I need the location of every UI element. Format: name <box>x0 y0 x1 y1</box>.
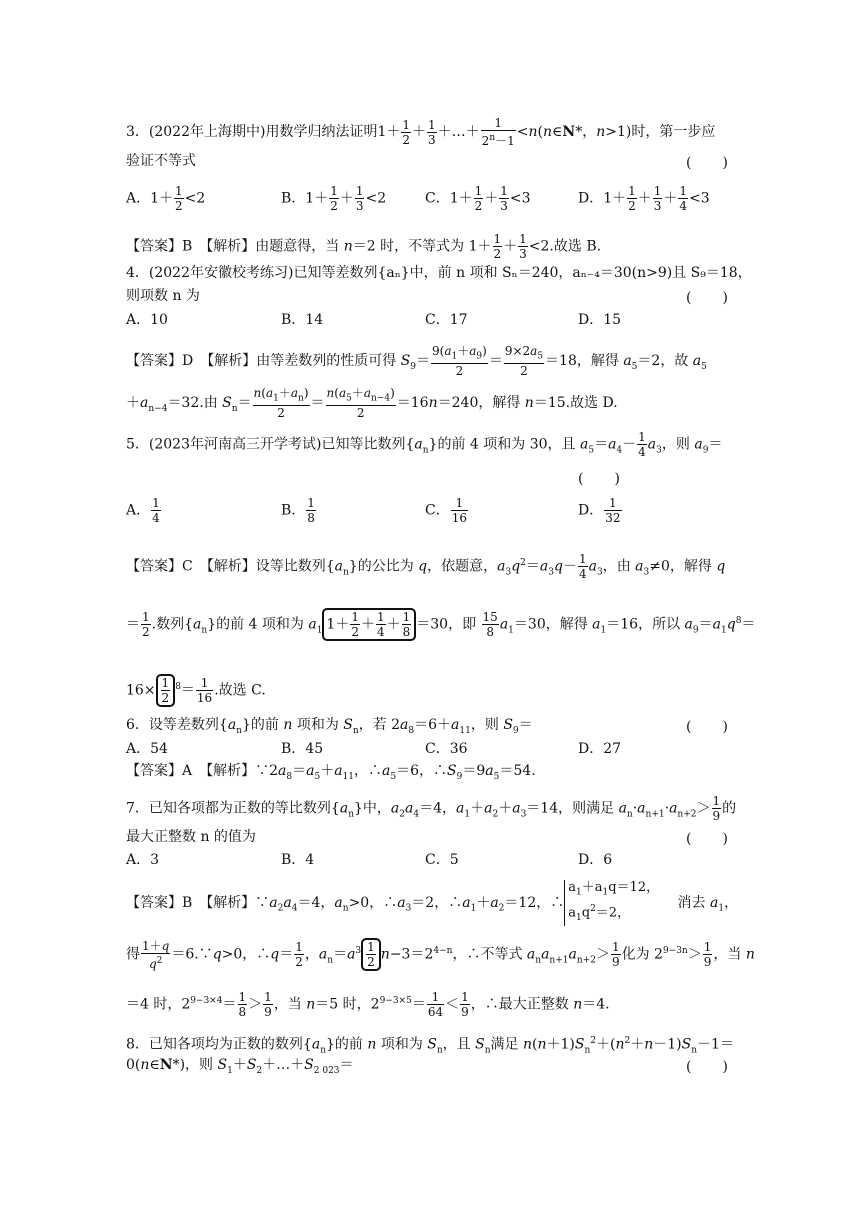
q7-answer-line1: 【答案】B 【解析】$\because a_2a_4=4$，$a_n>0$，$\therefore a_3=2$，$\therefore a_1+a_2=12$，$\therefore a_1+a_1q=12$， $a_1q^2=2$， 消去 $a_1$， <box>126 880 738 926</box>
q3-option-b[interactable]: B．1＋ $\frac{1}{2}$ ＋ $\frac{1}{3}$ <2 <box>281 184 387 213</box>
q6-option-b[interactable]: B．45 <box>281 741 324 757</box>
q5-option-a[interactable]: A． $\frac{1}{4}$ <box>126 496 160 525</box>
q7-option-c[interactable]: C．5 <box>425 852 459 868</box>
q5-option-b[interactable]: B． $\frac{1}{8}$ <box>281 496 315 525</box>
q6-option-c[interactable]: C．36 <box>425 741 468 757</box>
q8-stem-line1: 8．已知各项均为正数的数列$\{a_n\}$的前 n 项和为 $S_n$，且 $S_n$满足 $n(n+1)S_n^2+(n^2+n-1)S_n-1=$ <box>126 1036 734 1056</box>
q5-answer-line2: ＝ $\frac{1}{2}$ .数列$\{a_n\}$的前 4 项和为 $a_1$ 1＋ $\frac{1}{2}$ ＋ $\frac{1}{4}$ ＋ $\frac{1}{8}$ ＝30，即 $\frac{15}{8}$ $a_1=30$，解得 $a_1=16$，所以 $a_9=a_1q^8=$ <box>126 610 756 639</box>
q7-stem-line1: 7．已知各项都为正数的等比数列$\{a_n\}$中，$a_2a_4=4$，$a_1+a_2+a_3=14$，则满足 $a_n\cdot a_{n+1}\cdot a_{n+2}>$ $\frac{1}{9}$ 的 <box>126 794 737 823</box>
q7-option-a[interactable]: A．3 <box>126 852 160 868</box>
q5-stem: 5．(2023年河南高三开学考试)已知等比数列$\{a_n\}$的前 4 项和为 30，且 $a_5=a_4-$ $\frac{1}{4}$ $a_3$，则 $a_9=$ <box>126 430 723 459</box>
q8-stem-line2: 0(n∈N*)，则 $S_1+S_2+\dots+S_{2 023}=$ <box>126 1057 354 1076</box>
q3-option-c[interactable]: C．1＋ $\frac{1}{2}$ ＋ $\frac{1}{3}$ <3 <box>425 184 531 213</box>
q7-answer-line3: ＝4 时，$2^{9-3\times 4}=$ $\frac{1}{8}$ ＞ $\frac{1}{9}$ ，当 n＝5 时，$2^{9-3\times 5}=$ $\frac{1}{64}$ ＜ $\frac{1}{9}$ ，∴最大正整数 n＝4. <box>126 990 610 1019</box>
q5-answer-blank: ( ) <box>578 471 621 487</box>
q3-answer-blank: ( ) <box>686 155 729 171</box>
q4-answer-line2: $+a_{n-4}=32$.由 $S_n=$ $\frac{n(a_1+a_n)}{2}$ ＝ $\frac{n(a_5+a_{n-4})}{2}$ ＝16n＝240，解得 n＝15.故选 D. <box>126 386 618 421</box>
q4-answer-line1: 【答案】D 【解析】由等差数列的性质可得 $S_9=$ $\frac{9(a_1+a_9)}{2}$ ＝ $\frac{9\times 2a_5}{2}$ ＝18，解得 $a_5=2$，故 $a_5$ <box>126 344 707 379</box>
q4-option-c[interactable]: C．17 <box>425 312 468 328</box>
q6-option-a[interactable]: A．54 <box>126 741 168 757</box>
q3-stem-line1: 3．(2022年上海期中)用数学归纳法证明1＋ $\frac{1}{2}$ ＋ $\frac{1}{3}$ ＋…＋ $\frac{1}{2^n-1}$ <n(n∈N*，n>1)时，第一步应 <box>126 116 716 148</box>
q6-stem: 6．设等差数列$\{a_n\}$的前 n 项和为 $S_n$，若 $2a_8=6+a_{11}$，则 $S_9=$ <box>126 717 533 736</box>
q4-answer-blank: ( ) <box>686 290 729 306</box>
q6-option-d[interactable]: D．27 <box>578 741 622 757</box>
q6-answer: 【答案】A 【解析】$\because 2a_8=a_5+a_{11}$，$\therefore a_5=6$，$\therefore S_9=9a_5=54$. <box>126 763 536 782</box>
q7-answer-line2: 得 $\frac{1+q}{q^2}$ ＝6.∵q>0，∴q＝ $\frac{1}{2}$ ，$a_n=a^3$ $\frac{1}{2}$ $n-3=2^{4-n}$，∴不等式 $a_na_{n+1}a_{n+2}>$ $\frac{1}{9}$ 化为 $2^{9-3n}>$ $\frac{1}{9}$ ，当 n <box>126 938 755 971</box>
q5-option-c[interactable]: C． $\frac{1}{16}$ <box>425 496 467 525</box>
q6-answer-blank: ( ) <box>686 719 729 735</box>
q5-answer-line1: 【答案】C 【解析】设等比数列$\{a_n\}$的公比为 q，依题意，$a_3q^2=a_3q-$ $\frac{1}{4}$ $a_3$，由 $a_3\ne 0$，解得 q <box>126 552 726 581</box>
q7-option-b[interactable]: B．4 <box>281 852 315 868</box>
q7-option-d[interactable]: D．6 <box>578 852 613 868</box>
q5-answer-line3: 16× $\frac{1}{2}$ $^8$＝ $\frac{1}{16}$ .故选 C. <box>126 676 266 705</box>
q3-answer: 【答案】B 【解析】由题意得，当 n＝2 时，不等式为 1＋ $\frac{1}{2}$ ＋ $\frac{1}{3}$ <2.故选 B. <box>126 232 602 261</box>
q7-stem-line2: 最大正整数 n 的值为 <box>126 829 256 845</box>
q4-stem-line1: 4．(2022年安徽校考练习)已知等差数列{aₙ}中，前 n 项和 Sₙ＝240，aₙ₋₄＝30(n>9)且 S₉＝18， <box>126 265 752 281</box>
q3-stem-line2: 验证不等式 <box>126 153 196 169</box>
q7-answer-blank: ( ) <box>686 831 729 847</box>
q4-option-a[interactable]: A．10 <box>126 312 168 328</box>
q4-stem-line2: 则项数 n 为 <box>126 288 200 304</box>
q5-option-d[interactable]: D． $\frac{1}{32}$ <box>578 496 621 525</box>
q8-answer-blank: ( ) <box>686 1059 729 1075</box>
q3-option-a[interactable]: A．1＋ $\frac{1}{2}$ <2 <box>126 184 206 213</box>
q3-option-d[interactable]: D．1＋ $\frac{1}{2}$ ＋ $\frac{1}{3}$ ＋ $\frac{1}{4}$ <3 <box>578 184 710 213</box>
q4-option-d[interactable]: D．15 <box>578 312 622 328</box>
q4-option-b[interactable]: B．14 <box>281 312 324 328</box>
